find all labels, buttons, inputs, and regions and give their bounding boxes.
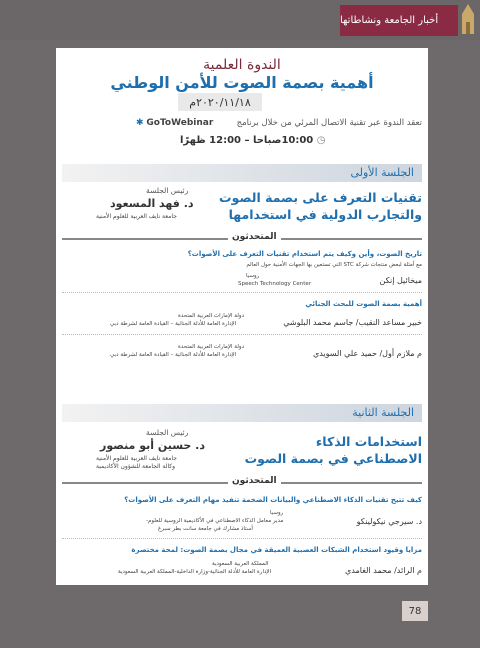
s2-talk2-country: المملكة العربية السعودية [212,561,269,567]
session1-chair-label: رئيس الجلسة [146,186,189,195]
dotted-separator [62,334,422,335]
s1-talk3-org: الإدارة العامة للأدلة الجنائية – القيادة العامة لشرطة دبي [110,352,237,358]
session1-bar [62,164,422,182]
dotted-separator [62,292,422,293]
session1-chair-name: د. فهد المسعود [110,197,194,210]
s2-talk2-org: الإدارة العامة للأدلة الجنائية-وزارة الداخلية-المملكة العربية السعودية [118,569,272,575]
symposium-time [180,135,326,146]
session2-chair-org1: جامعة نايف العربية للعلوم الأمنية [96,455,177,462]
symposium-kind: الندوة العلمية [203,57,281,73]
session2-chair-org2: وكالة الجامعة للشؤون الأكاديمية [96,463,176,470]
session2-speakers-divider [62,476,422,488]
s2-talk1-country: روسيا [270,510,284,516]
s1-talk2-org: الإدارة العامة للأدلة الجنائية – القيادة العامة لشرطة دبي [110,321,237,327]
s1-talk3-speaker: م ملازم أول/ حميد علي السويدي [312,349,422,358]
s1-talk1-subtitle: مع أمثلة لبعض منتجات شركة STC التي تستعين بها الجهات الأمنية حول العالم [246,262,422,268]
s2-talk1-org1: مدير معامل الذكاء الاصطناعي في الأكاديمية الروسية للعلوم- [146,518,284,524]
s1-talk1-title: تاريخ الصوت، وأين وكيف يتم استخدام تقنيات التعرف على الأصوات؟ [187,250,422,258]
s2-talk1-title: كيف تتيح تقنيات الذكاء الاصطناعي والبيانات الضخمة تنفيذ مهام التعرف على الأصوات؟ [124,496,422,504]
session1-speakers-divider [62,232,422,244]
s2-talk2-title: مزايا وقيود استخدام الشبكات العصبية العميقة في مجال بصمة الصوت: لمحة مختصرة [131,546,422,554]
symposium-title: أهمية بصمة الصوت للأمن الوطني [110,73,374,92]
session2-title-line1: استخدامات الذكاء [315,434,422,449]
gotowebinar-logo [136,118,213,128]
s2-talk1-speaker: د. سيرجي نيكولينكو [356,517,422,526]
platform-logo-text: GoToWebinar [146,118,214,128]
session2-chair-name: د. حسين أبو منصور [100,439,205,452]
symposium-time-text: 10:00صباحا – 12:00 ظهرًا [180,135,314,146]
session2-chair-label: رئيس الجلسة [146,428,189,437]
session2-label: الجلسة الثانية [352,406,414,419]
session1-speakers-label: المتحدثون [228,232,281,242]
gotowebinar-icon: ✱ [136,118,144,128]
s1-talk1-country: روسيا [246,273,260,279]
session1-title-line2: والتجارب الدولية في استخدامها [228,207,422,222]
s1-talk2-speaker: خبير مساعد النقيب/ جاسم محمد البلوشي [283,318,422,327]
session1-label: الجلسة الأولى [350,166,414,179]
dotted-separator [62,538,422,539]
session1-title-line1: تقنيات التعرف على بصمة الصوت [219,190,422,205]
platform-note: تعقد الندوة عبر تقنية الاتصال المرئي من خلال برنامج [236,118,422,128]
session2-bar [62,404,422,422]
section-tab[interactable] [340,5,458,36]
s1-talk3-country: دولة الإمارات العربية المتحدة [178,344,245,350]
s1-talk1-org: Speech Technology Center [238,281,312,287]
session1-chair-org: جامعة نايف العربية للعلوم الأمنية [96,213,177,220]
session2-speakers-label: المتحدثون [228,476,281,486]
s1-talk2-title: أهمية بصمة الصوت للبحث الجنائي [305,300,422,308]
s2-talk2-speaker: م الرائد/ محمد الغامدي [345,566,422,575]
page-number: 78 [402,601,428,621]
clock-icon: ◷ [316,135,326,146]
session2-title-line2: الاصطناعي في بصمة الصوت [244,451,422,466]
university-logo-icon [460,4,476,36]
s1-talk1-speaker: ميخائيل إنكن [379,276,422,285]
s2-talk1-org2: أستاذ مشارك في جامعة سانت بطر سبرغ [158,526,253,532]
section-tab-label: أخبار الجامعة ونشاطاتها [340,15,439,26]
s1-talk2-country: دولة الإمارات العربية المتحدة [178,313,245,319]
symposium-date: ٢٠٢٠/١١/١٨م [178,93,262,111]
